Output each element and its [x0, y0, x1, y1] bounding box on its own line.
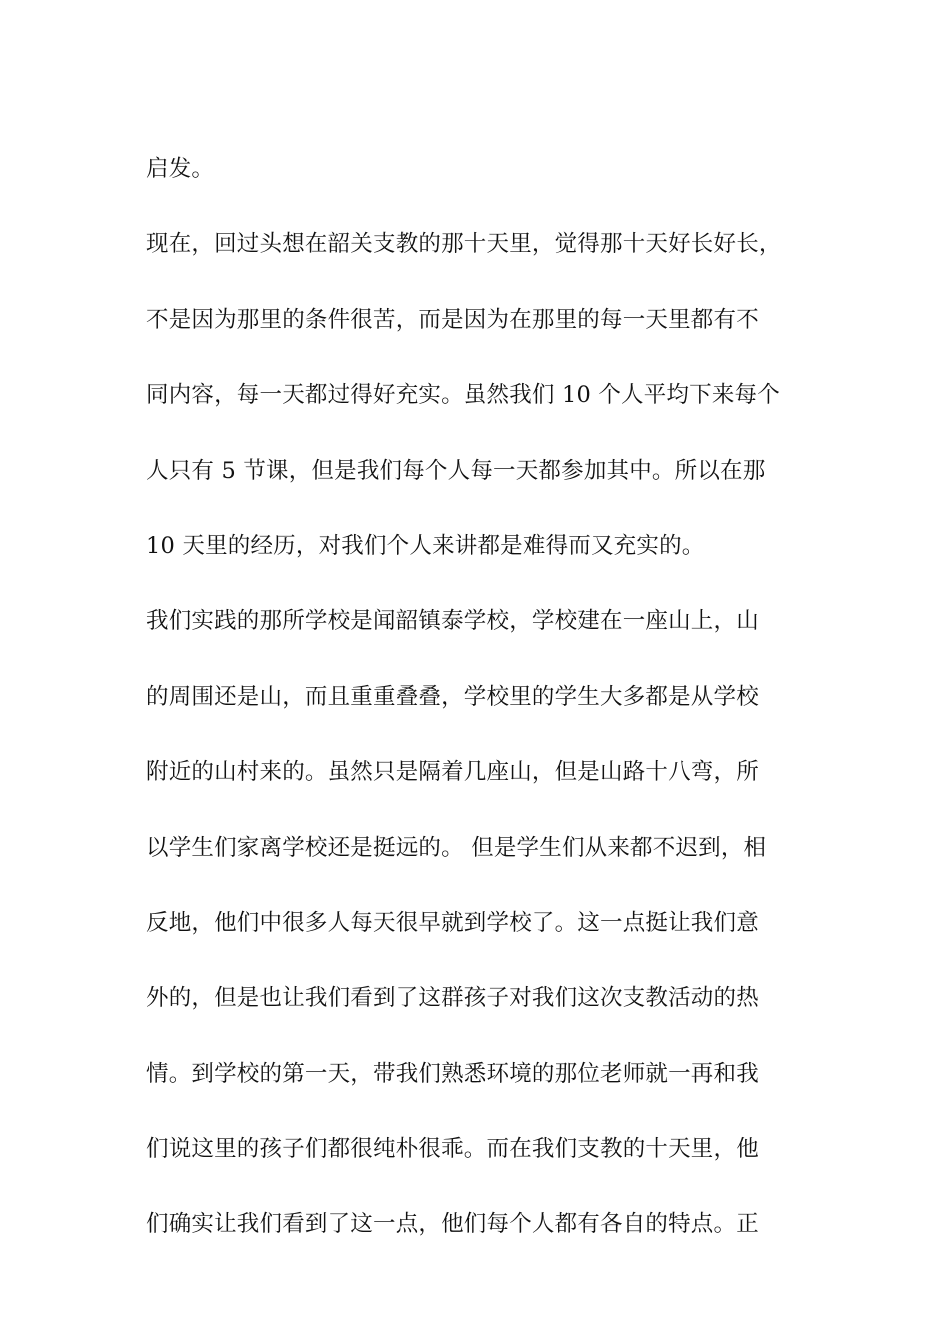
text-line-9: 附近的山村来的。虽然只是隔着几座山，但是山路十八弯，所 [146, 759, 759, 786]
text-line-2: 现在，回过头想在韶关支教的那十天里，觉得那十天好长好长， [146, 231, 782, 258]
text-line-14: 们说这里的孩子们都很纯朴很乖。而在我们支教的十天里，他 [146, 1136, 759, 1163]
text-line-4: 同内容，每一天都过得好充实。虽然我们 10 个人平均下来每个 [146, 382, 780, 409]
text-line-8: 的周围还是山，而且重重叠叠，学校里的学生大多都是从学校 [146, 683, 759, 710]
text-line-10: 以学生们家离学校还是挺远的。 但是学生们从来都不迟到，相 [146, 834, 767, 861]
text-line-12: 外的，但是也让我们看到了这群孩子对我们这次支教活动的热 [146, 985, 759, 1012]
text-line-6: 10 天里的经历，对我们个人来讲都是难得而又充实的。 [146, 532, 705, 559]
text-line-11: 反地，他们中很多人每天很早就到学校了。这一点挺让我们意 [146, 909, 759, 936]
text-line-3: 不是因为那里的条件很苦，而是因为在那里的每一天里都有不 [146, 306, 759, 333]
text-line-7: 我们实践的那所学校是闻韶镇泰学校，学校建在一座山上，山 [146, 608, 759, 635]
text-line-5: 人只有 5 节课，但是我们每个人每一天都参加其中。所以在那 [146, 457, 766, 484]
text-line-15: 们确实让我们看到了这一点，他们每个人都有各自的特点。正 [146, 1211, 759, 1238]
text-line-13: 情。到学校的第一天，带我们熟悉环境的那位老师就一再和我 [146, 1060, 759, 1087]
text-line-1: 启发。 [146, 156, 215, 182]
body-text [146, 132, 810, 1263]
